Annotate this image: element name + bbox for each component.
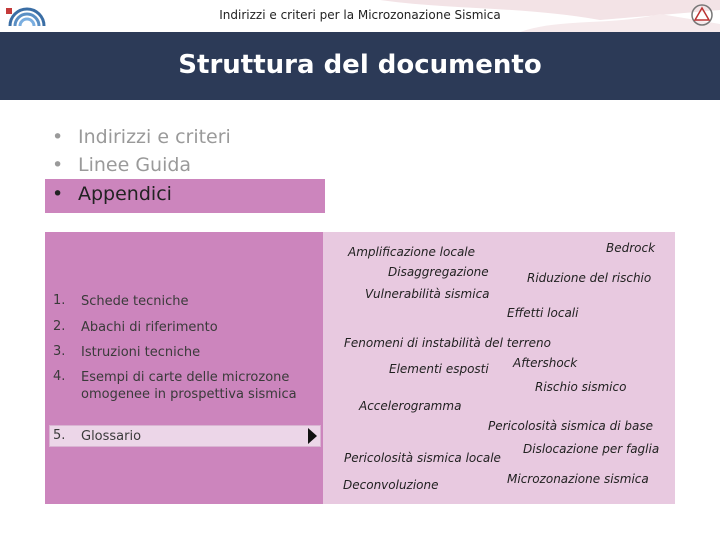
glossary-term: Pericolosità sismica locale [344,451,501,465]
appendix-panel [45,232,323,504]
bullet-dot-icon: • [52,126,64,148]
bullet-dot-icon: • [52,154,64,176]
list-number: 3. [53,344,66,359]
header-strip [0,0,720,32]
list-label: Schede tecniche [81,294,189,309]
bullet-item-linee-guida [52,154,191,176]
glossary-term: Amplificazione locale [348,245,476,259]
slide-title: Struttura del documento [178,50,542,80]
list-number: 4. [53,369,66,384]
glossary-term: Accelerogramma [359,399,462,413]
glossary-term: Microzonazione sismica [507,472,649,486]
glossary-term: Riduzione del rischio [527,271,652,285]
emblem-icon [690,3,714,27]
list-number: 2. [53,319,66,334]
bullet-item-indirizzi [52,126,231,148]
bullet-label: Appendici [78,183,172,205]
list-label: Istruzioni tecniche [81,345,201,360]
glossary-term: Disaggregazione [388,265,489,279]
list-label: Glossario [81,429,142,444]
glossary-term: Effetti locali [507,306,579,320]
bullet-dot-icon: • [52,183,64,205]
list-number: 5. [53,428,66,443]
bullet-label: Indirizzi e criteri [78,126,231,148]
bullet-label: Linee Guida [78,154,192,176]
glossary-term: Dislocazione per faglia [523,442,660,456]
glossary-term: Bedrock [606,241,656,255]
list-number: 1. [53,293,66,308]
list-label: Abachi di riferimento [81,320,218,335]
glossary-term: Rischio sismico [535,380,627,394]
glossary-term: Deconvoluzione [343,478,439,492]
glossary-term: Fenomeni di instabilità del terreno [344,336,551,350]
glossary-term: Elementi esposti [389,362,489,376]
glossary-term: Pericolosità sismica di base [488,419,653,433]
header-title: Indirizzi e criteri per la Microzonazione Sismica [219,8,501,22]
glossary-term: Vulnerabilità sismica [365,287,490,301]
list-label: Esempi di carte delle microzone omogenee in prospettiva sismica [81,370,297,402]
bullet-item-appendici [52,183,172,205]
glossary-term: Aftershock [513,356,578,370]
